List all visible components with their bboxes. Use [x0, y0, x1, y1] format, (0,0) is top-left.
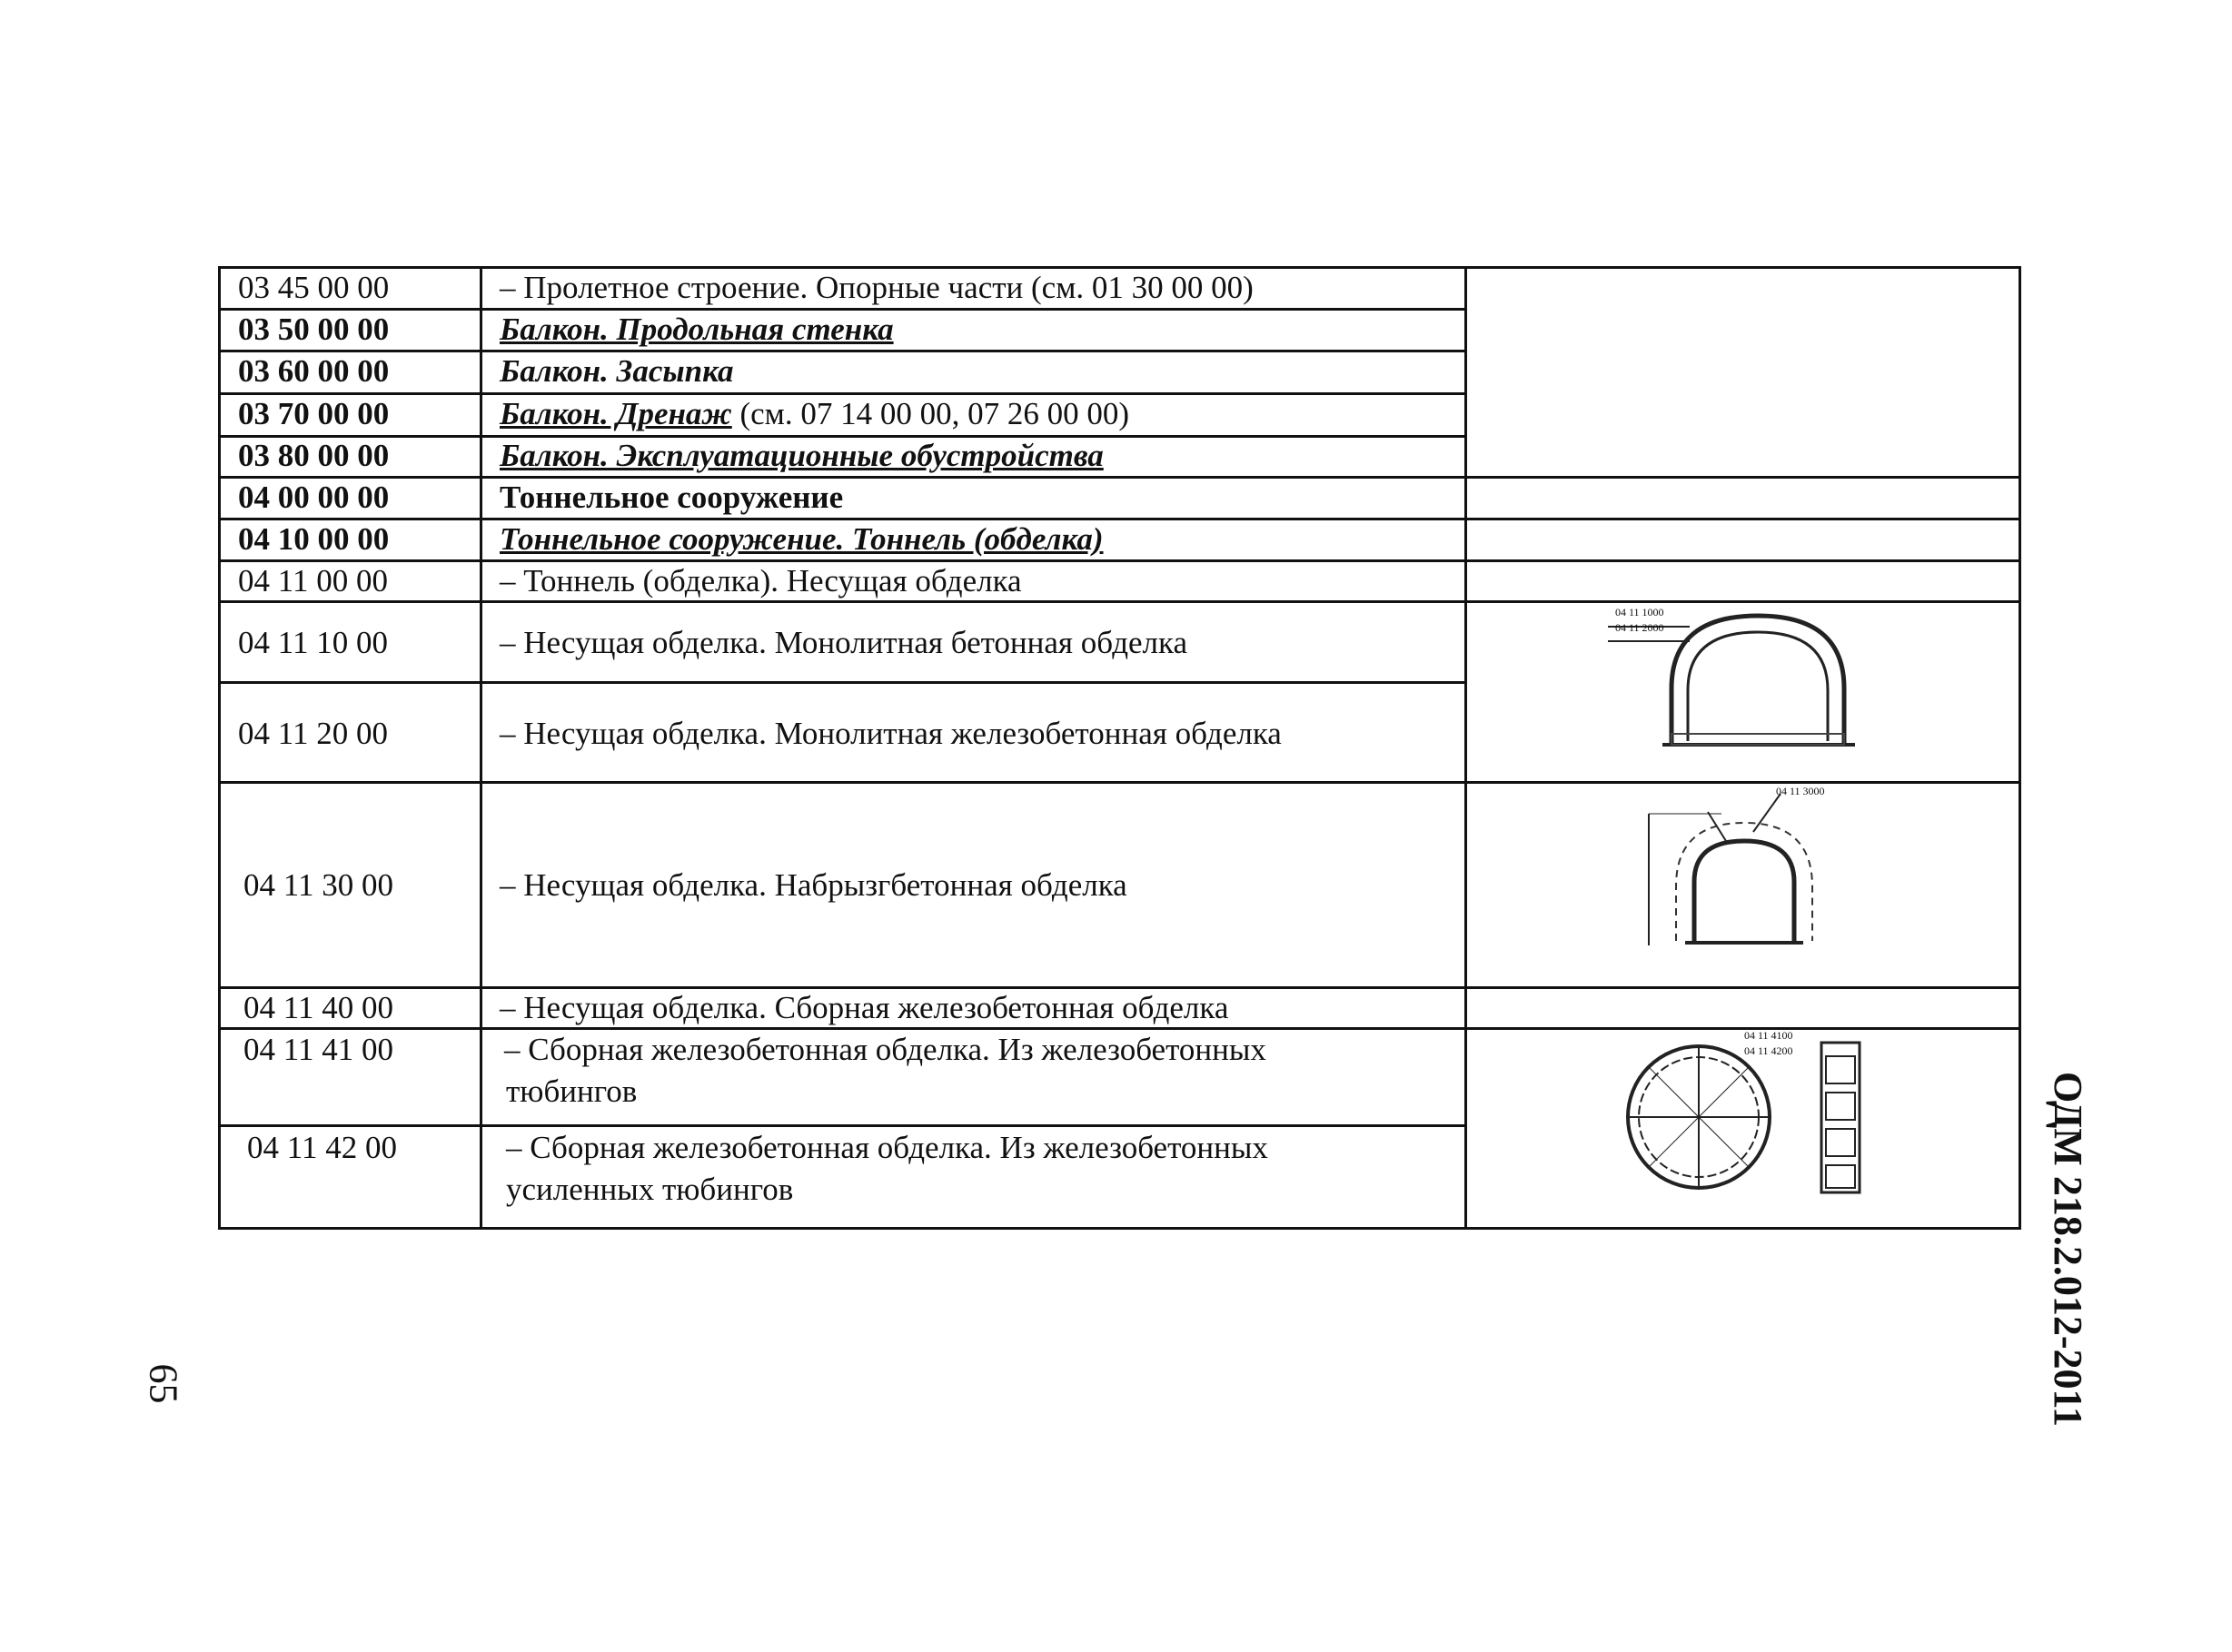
name-cell: Балкон. Продольная стенка: [500, 312, 894, 347]
code-cell: 04 11 10 00: [238, 625, 388, 660]
figure-label: 04 11 3000: [1776, 785, 1825, 797]
name-cell-line2: тюбингов: [506, 1073, 638, 1109]
code-cell: 04 10 00 00: [238, 521, 390, 557]
name-cell-line1: – Сборная железобетонная обделка. Из железобетонных: [504, 1032, 1266, 1067]
name-cell-main: Балкон. Дренаж: [500, 396, 732, 431]
table-row-divider: [218, 600, 2021, 603]
figure-label: 04 11 4200: [1744, 1044, 1793, 1057]
table-row-divider: [218, 476, 2021, 479]
code-cell: 03 60 00 00: [238, 353, 390, 389]
name-cell: – Несущая обделка. Сборная железобетонная обделка: [500, 990, 1229, 1025]
code-cell: 03 50 00 00: [238, 312, 390, 347]
name-cell: Тоннельное сооружение. Тоннель (обделка): [500, 521, 1104, 557]
table-row-divider: [218, 350, 1467, 352]
figure-label: 04 11 4100: [1744, 1029, 1793, 1042]
name-cell: – Пролетное строение. Опорные части (см. 01 30 00 00): [500, 270, 1254, 305]
name-cell: Балкон. Эксплуатационные обустройства: [500, 438, 1104, 473]
name-cell: – Тоннель (обделка). Несущая обделка: [500, 563, 1022, 598]
document-id: ОДМ 218.2.012-2011: [2046, 1072, 2090, 1428]
name-cell: Балкон. Засыпка: [500, 353, 734, 389]
table-border-top: [218, 266, 2021, 269]
table-row-divider: [218, 1124, 1467, 1127]
code-cell: 04 11 30 00: [243, 867, 393, 903]
code-cell: 04 11 20 00: [238, 716, 388, 751]
code-cell: 04 11 40 00: [243, 990, 393, 1025]
name-cell: – Несущая обделка. Монолитная железобетонная обделка: [500, 716, 1282, 751]
name-cell: – Несущая обделка. Монолитная бетонная обделка: [500, 625, 1188, 660]
table-row-divider: [218, 392, 1467, 395]
tunnel-lining-shotcrete-drawing: [1635, 786, 1853, 950]
code-cell: 03 45 00 00: [238, 270, 390, 305]
name-cell: [500, 396, 1129, 432]
page-number: 65: [141, 1363, 186, 1404]
table-border-bottom: [218, 1227, 2021, 1230]
table-col-divider: [480, 266, 482, 1230]
table-border-right: [2019, 266, 2021, 1230]
code-cell: 04 11 00 00: [238, 563, 388, 598]
table-row-divider: [218, 559, 2021, 562]
table-row-divider: [218, 308, 1467, 311]
name-cell-extra: (см. 07 14 00 00, 07 26 00 00): [731, 396, 1129, 431]
table-row-divider: [218, 781, 2021, 784]
tunnel-lining-segmental-drawing: [1608, 1034, 1880, 1197]
name-cell: Тоннельное сооружение: [500, 480, 844, 515]
table-row-divider: [218, 986, 2021, 989]
table-row-divider: [218, 518, 2021, 520]
name-cell-line1: – Сборная железобетонная обделка. Из железобетонных: [506, 1130, 1268, 1165]
figure-label: 04 11 1000: [1615, 606, 1664, 618]
name-cell: – Несущая обделка. Набрызгбетонная обделка: [500, 867, 1127, 903]
table-col-divider: [1464, 266, 1467, 1230]
figure-label: 04 11 2000: [1615, 621, 1664, 634]
table-row-divider: [218, 681, 1467, 684]
name-cell-line2: усиленных тюбингов: [506, 1172, 794, 1207]
table-border-left: [218, 266, 221, 1230]
code-cell: 04 00 00 00: [238, 480, 390, 515]
code-cell: 03 70 00 00: [238, 396, 390, 431]
code-cell: 03 80 00 00: [238, 438, 390, 473]
code-cell: 04 11 42 00: [247, 1130, 397, 1165]
code-cell: 04 11 41 00: [243, 1032, 393, 1067]
